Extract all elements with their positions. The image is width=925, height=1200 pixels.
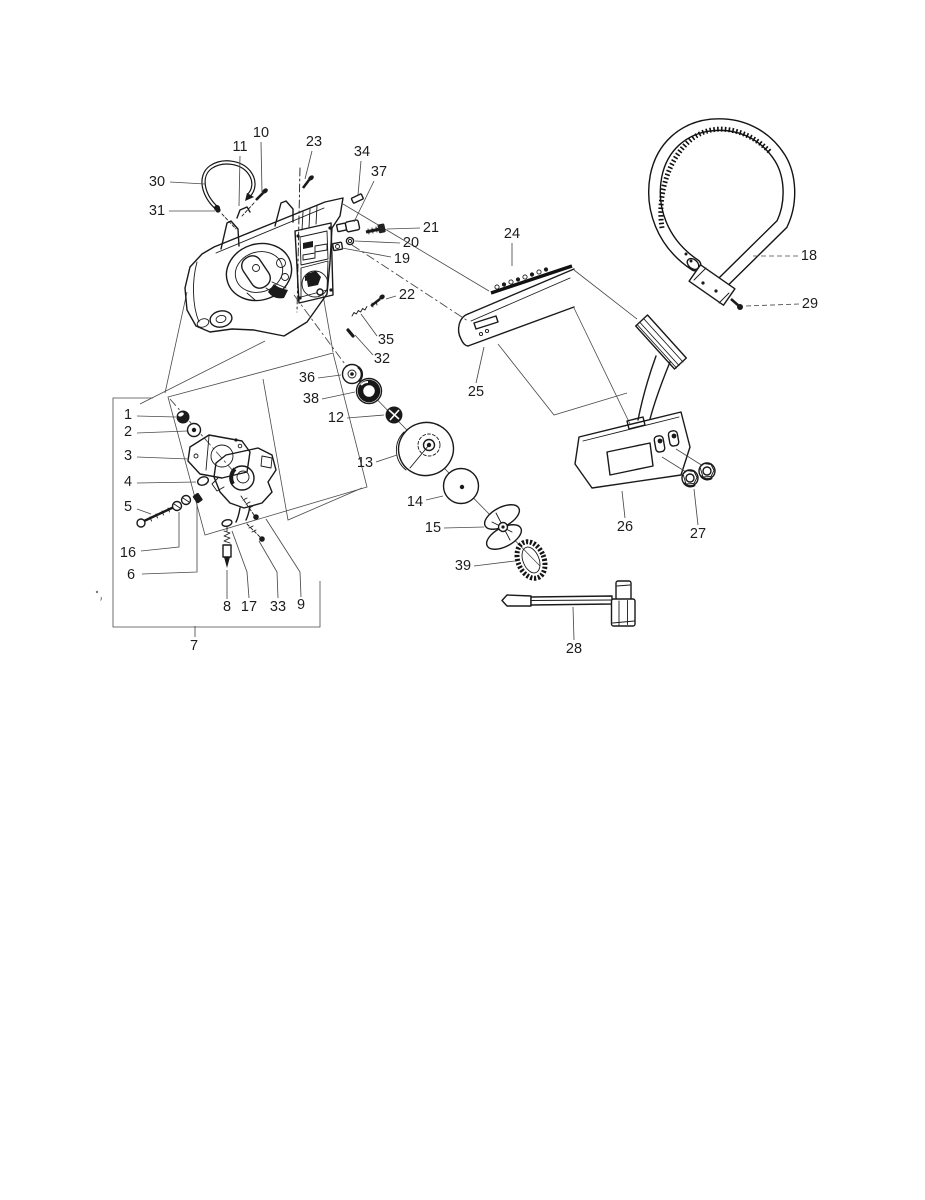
leader-line-22 [386, 296, 396, 299]
part-number-39: 39 [454, 558, 472, 574]
part-number-3: 3 [123, 448, 133, 464]
callouts [120, 125, 818, 657]
leader-line-2 [137, 431, 187, 433]
screw-29 [731, 299, 739, 306]
leader-line-30 [170, 182, 205, 184]
wrench-28 [502, 581, 635, 626]
leader-line-9 [266, 519, 301, 597]
leader-line-15 [444, 527, 484, 528]
cap-1 [177, 411, 190, 424]
screw-33 [247, 524, 265, 542]
oil-pump-body [212, 448, 276, 522]
leader-line-33 [259, 541, 278, 598]
leader-line-38 [322, 392, 355, 399]
carburetor-group [137, 411, 276, 569]
screw-31 [215, 207, 220, 212]
leader-line-23 [305, 151, 312, 179]
part-number-29: 29 [801, 296, 819, 312]
engine-foot [209, 309, 234, 329]
part-number-23: 23 [305, 134, 323, 150]
clutch-axis-parts [343, 365, 551, 583]
leader-line-12 [347, 415, 384, 418]
part-number-21: 21 [422, 220, 440, 236]
leader-line-27 [694, 489, 698, 525]
fuel-line-loop [204, 162, 254, 211]
scan-specks [96, 591, 102, 601]
leader-line-34 [358, 161, 361, 195]
wrench-blade [502, 595, 531, 606]
cup-washer-36 [343, 365, 362, 384]
washer-14 [444, 469, 479, 504]
part-number-19: 19 [393, 251, 411, 267]
stud-slot [654, 435, 666, 452]
part-number-9: 9 [296, 597, 306, 613]
screw-10 [256, 193, 263, 200]
part-number-14: 14 [406, 494, 424, 510]
leader-line-13 [376, 455, 397, 462]
leader-line-21 [387, 228, 420, 229]
washer-20 [346, 237, 353, 244]
leader-line-17 [232, 531, 249, 598]
part-number-1: 1 [123, 407, 133, 423]
part-number-5: 5 [123, 499, 133, 515]
oil-seal-38 [357, 379, 382, 404]
leader-line-1 [137, 416, 176, 417]
saw-chain-24 [491, 266, 572, 293]
part-number-30: 30 [148, 174, 166, 190]
cover-body [575, 412, 690, 488]
part-number-33: 33 [269, 599, 287, 615]
nut-19 [333, 242, 343, 250]
screw-23 [303, 180, 309, 188]
part-number-25: 25 [467, 384, 485, 400]
brake-lever-handle [636, 315, 687, 369]
part-number-13: 13 [356, 455, 374, 471]
part-number-27: 27 [689, 526, 707, 542]
part-number-24: 24 [503, 226, 521, 242]
leader-line-28 [573, 607, 574, 640]
part-number-35: 35 [377, 332, 395, 348]
socket-upper [616, 581, 631, 600]
screw-5 [137, 507, 174, 527]
leader-line-25 [476, 347, 484, 383]
muffler-edge [193, 262, 199, 322]
nuts-16 [173, 496, 191, 511]
spring-35 [352, 307, 367, 317]
part-number-4: 4 [123, 474, 133, 490]
screw-32 [348, 330, 353, 336]
leader-line-39 [474, 561, 515, 566]
bar-nuts-27 [682, 463, 715, 486]
part-number-12: 12 [327, 410, 345, 426]
screw-21-head [377, 223, 386, 233]
clutch-15 [481, 500, 525, 555]
leader-line-20 [355, 241, 400, 243]
stud-slot [668, 430, 679, 446]
leader-line-35 [361, 314, 377, 336]
worm-pinion-12 [386, 407, 402, 423]
part-number-2: 2 [123, 424, 133, 440]
pin-34 [351, 194, 363, 204]
brake-lever-arm [638, 356, 670, 420]
pad-4 [196, 475, 209, 486]
part-number-37: 37 [370, 164, 388, 180]
leader-line-36 [318, 375, 341, 378]
leader-line-4 [137, 482, 196, 483]
part-number-10: 10 [252, 125, 270, 141]
leader-line-16 [141, 512, 179, 551]
part-number-38: 38 [302, 391, 320, 407]
leader-line-32 [355, 335, 373, 355]
part-number-22: 22 [398, 287, 416, 303]
handlebar-18 [655, 125, 789, 310]
leader-line-29 [746, 304, 799, 306]
part-number-15: 15 [424, 520, 442, 536]
part-number-36: 36 [298, 370, 316, 386]
part-number-32: 32 [373, 351, 391, 367]
part-number-6: 6 [126, 567, 136, 583]
leader-line-26 [622, 491, 625, 518]
part-number-31: 31 [148, 203, 166, 219]
part-number-8: 8 [222, 599, 232, 615]
part-number-11: 11 [232, 139, 248, 155]
part-number-28: 28 [565, 641, 583, 657]
part-number-34: 34 [353, 144, 371, 160]
part-number-16: 16 [119, 545, 137, 561]
part-number-17: 17 [240, 599, 258, 615]
part-number-20: 20 [402, 235, 420, 251]
worm-spring-39 [512, 538, 550, 583]
part-number-26: 26 [616, 519, 634, 535]
needle-valve-8 [223, 524, 231, 568]
clutch-cover-26 [575, 315, 715, 488]
leader-line-10 [261, 142, 262, 193]
part-number-7: 7 [189, 638, 199, 654]
leader-line-14 [426, 496, 443, 500]
part-number-18: 18 [800, 248, 818, 264]
rod-11 [237, 207, 250, 218]
leader-line-3 [137, 457, 189, 459]
washer-17 [221, 519, 232, 528]
leader-line-5 [137, 509, 151, 514]
leader-line-6 [142, 504, 197, 574]
leader-line-19 [342, 248, 391, 257]
